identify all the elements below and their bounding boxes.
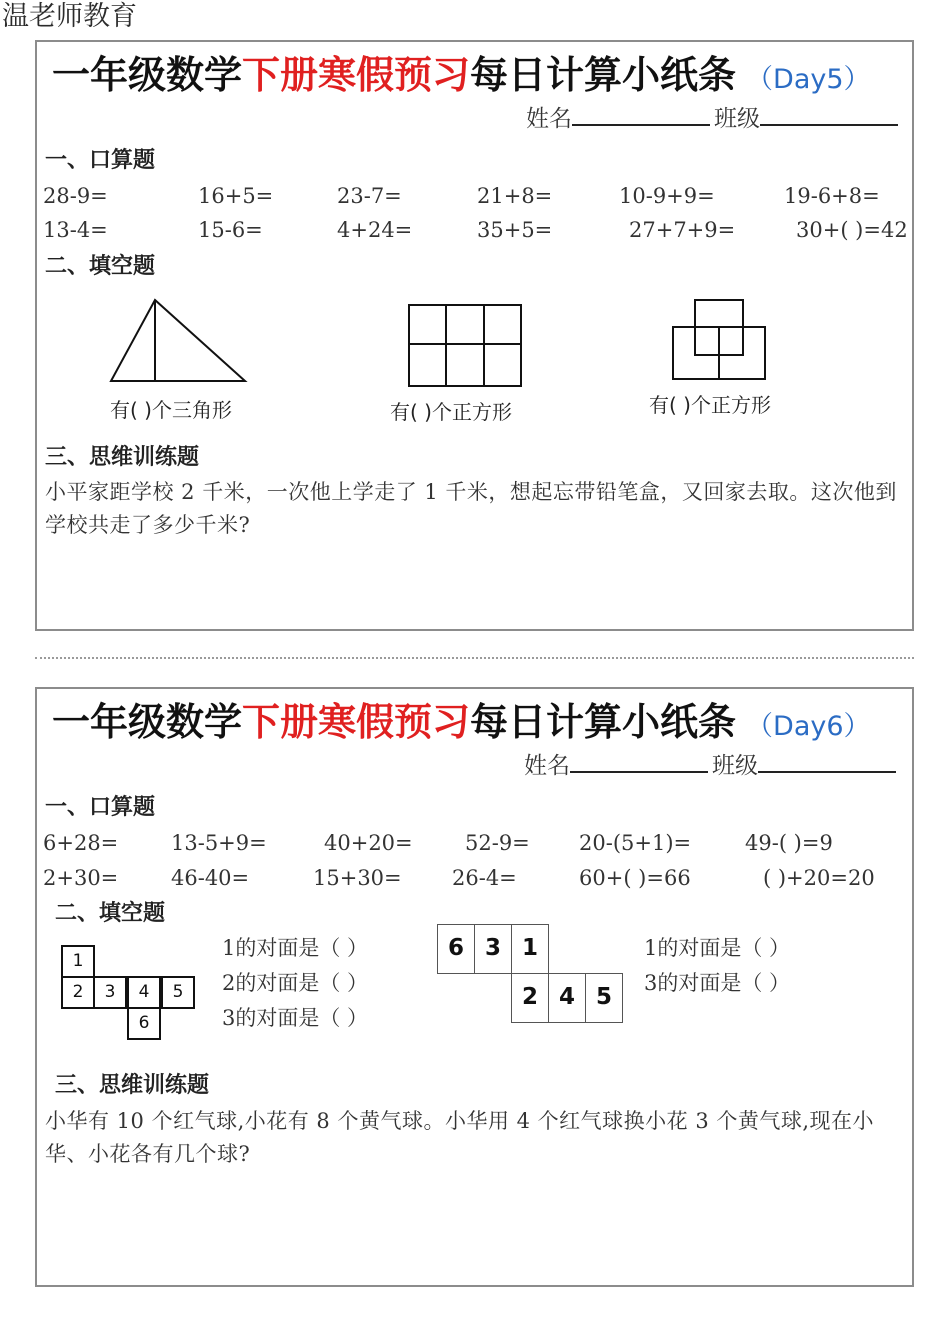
equation: 30+( )=42 <box>796 218 908 242</box>
equation: 15+30= <box>313 866 402 890</box>
equation: 6+28= <box>43 831 119 855</box>
worksheet-day6 <box>35 687 914 1287</box>
section-heading-thinking: 三、思维训练题 <box>45 445 200 470</box>
equation: 60+( )=66 <box>579 866 691 890</box>
section-heading-thinking: 三、思维训练题 <box>55 1073 210 1098</box>
net-face: 4 <box>127 976 161 1009</box>
worksheet-title: 一年级数学下册寒假预习每日计算小纸条 （Day6） <box>52 700 871 744</box>
net-face: 1 <box>61 945 95 978</box>
grid-squares-figure <box>403 302 528 392</box>
class-blank[interactable] <box>760 102 898 126</box>
equation: 13-4= <box>43 218 108 242</box>
cube-net-2 <box>437 924 637 1034</box>
opposite-face-question: 2的对面是（ ） <box>222 971 369 995</box>
net-face: 5 <box>161 976 195 1009</box>
net-face: 6 <box>437 924 475 974</box>
overlapping-squares-figure <box>667 297 767 387</box>
opposite-face-question: 3的对面是（ ） <box>644 971 791 995</box>
equation: 19-6+8= <box>784 184 880 208</box>
square-count-label: 有( )个正方形 <box>390 400 512 424</box>
equation: 20-(5+1)= <box>579 831 692 855</box>
section-heading-fill-blank: 二、填空题 <box>45 254 156 279</box>
section-heading-mental-math: 一、口算题 <box>45 795 156 820</box>
equation: 28-9= <box>43 184 108 208</box>
net-face: 4 <box>548 973 586 1023</box>
opposite-face-question: 1的对面是（ ） <box>644 936 791 960</box>
equation: 26-4= <box>452 866 517 890</box>
name-label: 姓名 <box>526 106 572 132</box>
equation: ( )+20=20 <box>763 866 875 890</box>
word-problem: 小华有 10 个红气球,小花有 8 个黄气球。小华用 4 个红气球换小花 3 个黄气球,现在小华、小花各有几个球? <box>45 1109 875 1166</box>
worksheet-title: 一年级数学下册寒假预习每日计算小纸条 （Day5） <box>52 53 871 97</box>
equation: 21+8= <box>477 184 553 208</box>
triangle-figure <box>107 297 252 387</box>
name-class-row <box>524 749 900 781</box>
cube-net-1 <box>61 945 231 1045</box>
section-heading-fill-blank: 二、填空题 <box>55 901 166 926</box>
net-face: 2 <box>61 976 95 1009</box>
equation: 27+7+9= <box>629 218 736 242</box>
name-label: 姓名 <box>524 753 570 779</box>
equation: 15-6= <box>198 218 263 242</box>
watermark: 温老师教育 <box>2 1 137 32</box>
opposite-face-question: 3的对面是（ ） <box>222 1006 369 1030</box>
net-face: 3 <box>474 924 512 974</box>
class-label: 班级 <box>714 106 760 132</box>
opposite-face-question: 1的对面是（ ） <box>222 936 369 960</box>
worksheet-day5 <box>35 40 914 631</box>
equation: 52-9= <box>465 831 530 855</box>
net-face: 3 <box>93 976 127 1009</box>
equation: 10-9+9= <box>619 184 715 208</box>
equation: 46-40= <box>171 866 250 890</box>
net-face: 5 <box>585 973 623 1023</box>
name-blank[interactable] <box>572 102 710 126</box>
equation: 23-7= <box>337 184 402 208</box>
equation: 16+5= <box>198 184 274 208</box>
name-blank[interactable] <box>570 749 708 773</box>
net-face: 1 <box>511 924 549 974</box>
equation: 35+5= <box>477 218 553 242</box>
class-blank[interactable] <box>758 749 896 773</box>
name-class-row <box>526 102 902 134</box>
equation: 13-5+9= <box>171 831 267 855</box>
class-label: 班级 <box>712 753 758 779</box>
equation: 2+30= <box>43 866 119 890</box>
square-count-label: 有( )个正方形 <box>649 393 771 417</box>
triangle-count-label: 有( )个三角形 <box>110 398 232 422</box>
equation: 4+24= <box>337 218 413 242</box>
net-face: 2 <box>511 973 549 1023</box>
word-problem: 小平家距学校 2 千米，一次他上学走了 1 千米，想起忘带铅笔盒，又回家去取。这次他到学校共走了多少千米? <box>45 480 897 537</box>
net-face: 6 <box>127 1007 161 1040</box>
equation: 40+20= <box>324 831 413 855</box>
section-heading-mental-math: 一、口算题 <box>45 148 156 173</box>
cut-line <box>35 657 914 659</box>
equation: 49-( )=9 <box>745 831 833 855</box>
